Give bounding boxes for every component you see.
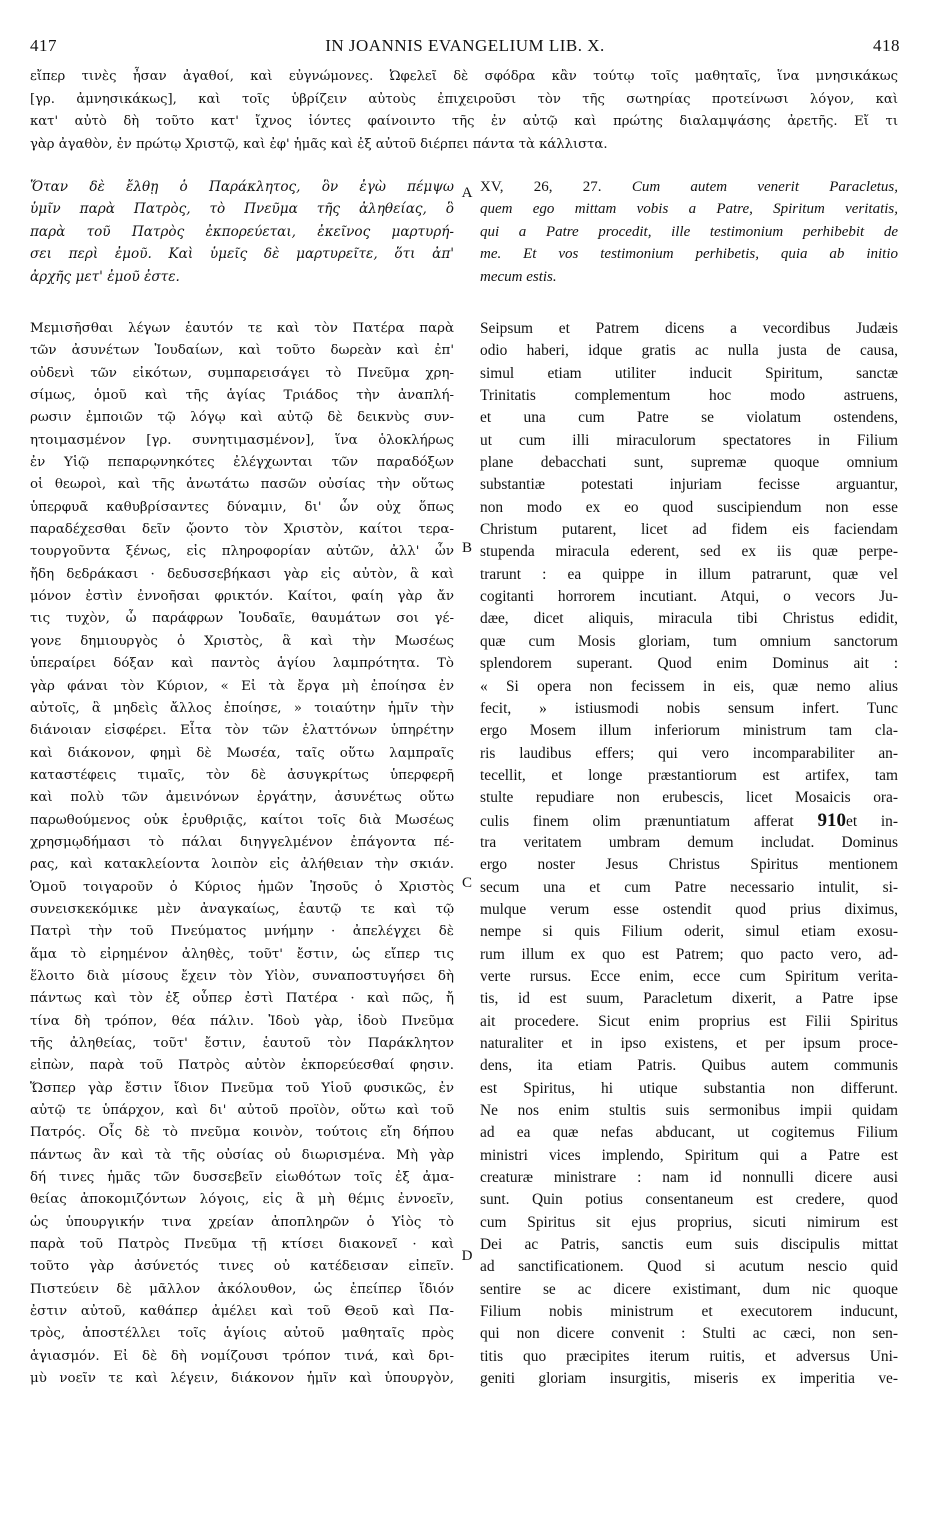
verse-latin-line — [480, 176, 898, 198]
latin-line: Dei ac Patris, sanctis eum suis discipulis mittat — [480, 1236, 898, 1254]
greek-line: παρωθούμενος οὐκ ἐρυθριᾷς, καίτοι τοῖς διὰ Μωσέως — [30, 812, 454, 828]
latin-line: cum Spiritus sit ejus proprius, sicuti nimirum est — [480, 1213, 898, 1231]
latin-line: mulque verum esse ostendit quod prius diximus, — [480, 900, 898, 918]
greek-line: Μεμισῆσθαι λέγων ἑαυτόν τε καὶ τὸν Πατέρα παρὰ — [30, 321, 454, 336]
latin-line: stupenda miracula ederent, sed ex iis quæ perpe- — [480, 543, 898, 561]
latin-line — [480, 810, 898, 832]
greek-line: παραδέχεσθαι δεῖν ᾤοντο τὸν Χριστὸν, καίτοι τερα- — [30, 522, 454, 538]
greek-line: γὰρ φάναι τὸν Κύριον, « Εἰ τὰ ἔργα μὴ ἐποίησα ἐν — [30, 678, 454, 694]
intro-line: εἴπερ τινὲς ἦσαν ἀγαθοί, καὶ εὐγνώμονες. Ὠφελεῖ δὲ σφόδρα κἂν τούτῳ τοῖς μαθηταῖς, ἵνα μνησικάκως — [30, 69, 898, 84]
intro-line: γὰρ ἀγαθὸν, ἐν πρώτῳ Χριστῷ, καὶ ἐφ' ἡμᾶς καὶ ἐξ αὐτοῦ διέρπει πάντα τὰ κάλλιστα. — [30, 136, 608, 152]
greek-line: ἅμα τὸ εἰρημένον ἀληθὲς, τοῦτ' ἔστιν, ὡς εἴπερ τις — [30, 946, 454, 962]
latin-line: ad ea quæ nefas abducant, ut cogitemus Filium — [480, 1124, 898, 1142]
latin-line: trarunt : ea quippe in illum patrarunt, quæ vel — [480, 565, 898, 583]
greek-line: τις τυχὸν, ὦ παράφρων Ἰουδαῖε, θαυμάτων σοι γέ- — [30, 611, 454, 627]
latin-line: nempe si quis Filium oderit, simul etiam exosu- — [480, 923, 898, 941]
greek-line: μὺ νοεῖν τε καὶ λέγειν, διάκονον ἡμῖν καὶ ὑπουργὸν, — [30, 1371, 454, 1387]
greek-line: τοῦτο γὰρ ἀσύνετός τινες οὐ κατέδεισαν εἰπεῖν. — [30, 1259, 454, 1275]
intro-greek-paragraph — [30, 66, 898, 156]
greek-line: ὡς ὑπουργικήν τινα χρείαν ἀποπληρῶν ὁ Υἱὸς τὸ — [30, 1214, 454, 1230]
verse-latin — [480, 176, 898, 288]
latin-line: ergo Mosem illum inferiorum ministrum tam cla- — [480, 722, 898, 740]
verse-greek-line: παρὰ τοῦ Πατρὸς ἐκπορεύεται, ἐκεῖνος μαρτυρή- — [30, 223, 454, 240]
greek-line: ρας, καὶ κατακλείοντα λοιπὸν εἰς ἀλήθειαν τὴν σκιάν. — [30, 857, 454, 873]
verse-latin-line: mecum estis. — [480, 268, 557, 285]
greek-line: καταστέφεις τιμαῖς, τὸν δὲ ἀσυγκρίτως ὑπερφερῆ — [30, 767, 454, 783]
margin-marker-c: C — [461, 875, 472, 891]
latin-line: qui non dicere convenit : Stulti ac cæci, non sen- — [480, 1325, 898, 1343]
latin-line: cogitanti horrorem incutiant. Atqui, o vecors Ju- — [480, 588, 898, 606]
latin-line: ris laudibus effers; qui vero incomparabiliter an- — [480, 744, 898, 762]
latin-line: Trinitatis complementum hoc modo astruens, — [480, 387, 898, 405]
greek-line: δή τινες ἡμᾶς τῶν δυσσεβεῖν εἰωθότων τοῖς ἐξ ἀμα- — [30, 1170, 454, 1186]
greek-line: ἕλοιτο διὰ μίσους ἔχειν τὸν Υἱὸν, συναποστυγήσει δὴ — [30, 968, 454, 984]
greek-line: ρωσιν ἐμποιῶν τῷ λόγῳ καὶ αὐτῷ δὲ δεικνὺς συν- — [30, 410, 454, 426]
greek-line: τρὸς, ἀποστέλλει τοῖς ἁγίοις αὐτοῦ μαθηταῖς πρὸς — [30, 1326, 454, 1342]
latin-commentary — [480, 318, 898, 1391]
latin-line: tecellit, et longe præstantiorum est artifex, tam — [480, 766, 898, 784]
greek-line: Πιστεύειν δὲ μᾶλλον ἀκόλουθον, ὡς ἐπείπερ ἴδιόν — [30, 1281, 454, 1297]
greek-line: πάντως ἂν καὶ τὰ τῆς οὐσίας οὐ διωρισμένα. Μὴ γὰρ — [30, 1147, 454, 1163]
latin-line: dæe, dicet aliquis, miracula tibi Christus edidit, — [480, 610, 898, 628]
greek-line: ὑπερφυᾶ καθυβρίσαντες δύναμιν, δι' ὧν οὐχ ὅπως — [30, 499, 454, 515]
greek-line: τῆς ἀληθείας, τοῦτ' ἔστιν, ἑαυτοῦ τὸν Παράκλητον — [30, 1036, 454, 1051]
verse-greek-line: Ὅταν δὲ ἔλθῃ ὁ Παράκλητος, ὃν ἐγὼ πέμψω — [30, 179, 454, 195]
column-number: 910 — [817, 809, 846, 831]
latin-line: et una cum Patre se violatum ostendens, — [480, 409, 898, 427]
greek-line: Ὁμοῦ τοιγαροῦν ὁ Κύριος ἡμῶν Ἰησοῦς ὁ Χριστὸς — [30, 879, 454, 895]
page-number-right: 418 — [873, 36, 900, 55]
latin-line: tis, id est suum, Paracletum dixerit, a Patre ipse — [480, 990, 898, 1008]
greek-line: ἁγιασμόν. Εἰ δὲ δὴ νομίζουσι τρόπον τινά, καὶ δρι- — [30, 1348, 454, 1364]
latin-line: sentire se ac dicere existimant, dum nic quoque — [480, 1280, 898, 1298]
margin-marker-b: B — [461, 540, 472, 556]
verse-latin-line: quem ego mittam vobis a Patre, Spiritum veritatis, — [480, 201, 898, 218]
latin-line: creaturæ ministrare : nam id nonnulli dicere ausi — [480, 1169, 898, 1187]
greek-line: γονε δημιουργὸς ὁ Χριστὸς, ἃ καὶ τὴν Μωσέως — [30, 633, 454, 649]
margin-marker-d: D — [461, 1248, 473, 1264]
greek-line: ητοιμασμένον [γρ. συνητιμασμένον], ἵνα ὁλοκλήρως — [30, 432, 454, 448]
latin-line: quæ cum Mosis gloriam, tum omnium sanctorum — [480, 632, 898, 650]
greek-line: σίμως, ὁμοῦ καὶ τῆς ἁγίας Τριάδος τὴν ἀναπλή- — [30, 388, 454, 404]
latin-line: substantiæ potestati injuriam fecisse arguantur, — [480, 476, 898, 494]
latin-line: naturaliter et in ipso existens, et per ipsum proce- — [480, 1035, 898, 1052]
greek-line: ὑπεραίρει δόξαν καὶ παντὸς ἁγίου λαμπρότητα. Τὸ — [30, 656, 454, 672]
latin-line-tail: et in- — [846, 812, 898, 830]
latin-line: stulte repudiare non erubescis, licet Mosaicis ora- — [480, 789, 898, 807]
greek-line: οἱ θεωροὶ, καὶ τῆς ἀνωτάτω πασῶν οὐσίας τὴν οὕτως — [30, 477, 454, 493]
latin-line: « Si opera non fecissem in eis, quæ nemo alius — [480, 677, 898, 695]
verse-greek-line: ἀρχῆς μετ' ἐμοῦ ἐστε. — [30, 268, 180, 285]
latin-line: odio haberi, idque gratis ac nulla justa de causa, — [480, 342, 898, 360]
intro-line: [γρ. ἀμνησικάκως], καὶ τοῖς ὑβρίζειν αὐτοὺς ἐπιχειροῦσι τὸν τῆς σωτηρίας προτείνωσι λόγον, καὶ — [30, 91, 898, 107]
greek-commentary — [30, 318, 454, 1391]
greek-line: διάνοιαν εἰσφέρει. Εἶτα τὸν τῶν ἐλαττόνων ὑπηρέτην — [30, 723, 454, 739]
greek-line: Ὥσπερ γὰρ ἔστιν ἴδιον Πνεῦμα τοῦ Υἱοῦ φυσικῶς, ἐν — [30, 1080, 454, 1096]
verse-latin-text: Cum autem venerit Paracletus, — [631, 179, 898, 195]
latin-line: Christum putarent, licet ad fidem eis faciendam — [480, 521, 898, 539]
latin-line: geniti gloriam insurgitis, miseris ex imperitia ve- — [480, 1370, 898, 1388]
greek-line: εἰπὼν, παρὰ τοῦ Πατρὸς αὐτὸν ἐκπορεύεσθαί φησιν. — [30, 1058, 454, 1074]
greek-line: μόνον ἐστὶν ἐννοῆσαι φρικτόν. Καίτοι, φαίη γὰρ ἄν — [30, 589, 454, 605]
running-header — [30, 36, 900, 60]
latin-line: simul etiam utiliter inducit Spiritum, sanctæ — [480, 364, 898, 382]
greek-line: ἤδη δεδράκασι · δεδυσσεβήκασι γὰρ εἰς αὐτὸν, ἃ καὶ — [30, 566, 454, 582]
greek-line: αὐτῷ τε ὑπάρχον, καὶ δι' αὐτοῦ προϊὸν, οὕτω καὶ τοῦ — [30, 1103, 454, 1119]
greek-line: πάντως καὶ τὸν ἐξ οὗπερ ἐστὶ Πατέρα · καὶ πῶς, ἤ — [30, 991, 454, 1007]
latin-line: est Spiritus, hi utique substantia non differunt. — [480, 1079, 898, 1097]
greek-line: τῶν ἀσυνέτων Ἰουδαίων, καὶ τοῦτο δωρεὰν καὶ ἐπ' — [30, 343, 454, 359]
greek-line: παρὰ τοῦ Πατρὸς Πνεῦμα τῇ κτίσει διακονεῖ · καὶ — [30, 1237, 454, 1253]
latin-line: ut cum illi miraculorum spectatores in Filium — [480, 431, 898, 449]
intro-line: κατ' αὐτὸ δὴ τοῦτο κατ' ἴχνος ἰόντες φαίνοιντο τῆς ἐν αὐτῷ καὶ πρώτης διαλαμψάσης ἀρετῆς. Εἴ τι — [30, 114, 898, 130]
latin-line: ad sanctificationem. Quod si acutum nescio quid — [480, 1258, 898, 1276]
greek-line: θείας ἀποκομιζόντων λόγοις, εἰς ἃ μὴ θέμις ἐννοεῖν, — [30, 1192, 454, 1208]
greek-line: συνεισκεκόμικε μὲν ἀναγκαίως, ἑαυτῷ τε καὶ τῷ — [30, 901, 454, 917]
latin-line: dens, ita etiam Patris. Quibus autem communis — [480, 1057, 898, 1075]
latin-line: splendorem superant. Quod enim Dominus ait : — [480, 655, 898, 673]
verse-reference: XV, 26, 27. — [480, 179, 602, 195]
latin-line: ministri vices implendo, Spiritum qui a Patre est — [480, 1146, 898, 1164]
greek-line: ἐστιν αὐτοῦ, καθάπερ ἀμέλει καὶ τοῦ Θεοῦ καὶ Πα- — [30, 1304, 454, 1320]
latin-line: ergo noster Jesus Christus Spiritus mentionem — [480, 856, 898, 874]
latin-line-text: culis finem olim prænuntiatum afferat — [480, 812, 794, 830]
latin-line: rum illum ex quo est Patrem; quo pacto vero, ad- — [480, 945, 898, 963]
page-number-left: 417 — [30, 36, 57, 55]
latin-line: fecit, » istiusmodi nobis sensum infert. Tunc — [480, 699, 898, 717]
verse-greek — [30, 176, 454, 288]
running-title: IN JOANNIS EVANGELIUM LIB. X. — [325, 36, 605, 55]
latin-line: secum una et cum Patre necessario intulit, si- — [480, 878, 898, 896]
greek-line: τίνα δὴ τρόπον, θέα πάλιν. Ἰδοὺ γὰρ, ἰδοὺ Πνεῦμα — [30, 1013, 454, 1029]
greek-line: αὐτοῖς, ἃ μηδεὶς ἄλλος ἐποίησε, » τοιαύτην ἡμῖν τὴν — [30, 700, 454, 716]
latin-line: Seipsum et Patrem dicens a vecordibus Judæis — [480, 320, 898, 337]
latin-line: verte rursus. Ecce enim, ecce cum Spiritum verita- — [480, 967, 898, 985]
latin-line: non modo ex eo quod suscipiendum non esse — [480, 498, 898, 516]
margin-marker-a: A — [461, 185, 473, 201]
greek-line: καὶ διάκονον, φημὶ δὲ Μωσέα, ταῖς οὕτω λαμπραῖς — [30, 745, 454, 761]
greek-line: Πατρὶ τὴν τοῦ Πνεύματος μνήμην · ἀπελέγχει δὲ — [30, 924, 454, 940]
latin-line: Ne nos enim stultis suis sermonibus impii quidam — [480, 1102, 898, 1120]
verse-greek-line: ὑμῖν παρὰ Πατρὸς, τὸ Πνεῦμα τῆς ἀληθείας, ὃ — [30, 201, 454, 218]
latin-line: plane debacchati sunt, supremæ quoque omnium — [480, 454, 898, 472]
latin-line: tra veritatem umbram demum includat. Dominus — [480, 833, 898, 851]
verse-greek-line: σει περὶ ἐμοῦ. Καὶ ὑμεῖς δὲ μαρτυρεῖτε, ὅτι ἀπ' — [30, 246, 454, 263]
greek-line: ἐν Υἱῷ πεπαρῳνηκότες ἐλέγχωνται τῶν παραδόξων — [30, 455, 454, 471]
latin-line: titis quo præcipites iterum ruitis, et adversus Uni- — [480, 1347, 898, 1365]
latin-line: ait procedere. Sicut enim proprius est Filii Spiritus — [480, 1012, 898, 1030]
latin-line: sunt. Quin potius consentaneum est credere, quod — [480, 1191, 898, 1209]
greek-line: τουργοῦντα ξένως, εἰς πληροφορίαν αὐτῶν, ἀλλ' ὧν — [30, 544, 454, 560]
greek-line: Πατρός. Οἷς δὲ τὸ πνεῦμα κοινὸν, τούτοις εἴη δήπου — [30, 1125, 454, 1141]
verse-latin-line: qui a Patre procedit, ille testimonium perhibebit de — [480, 223, 898, 240]
greek-line: καὶ πολὺ τῶν ἀμεινόνων ἐργάτην, ἀσυνέτως οὕτω — [30, 790, 454, 806]
greek-line: οὐδενὶ τῶν εἰκότων, συμπαρεισάγει τὸ Πνεῦμα χρη- — [30, 365, 454, 381]
verse-latin-line: me. Et vos testimonium perhibetis, quia ab initio — [480, 246, 898, 263]
greek-line: χρησμῳδήμασι τὸ πάλαι διηγγελμένον ἐπάγοντα πέ- — [30, 834, 454, 850]
latin-line: Filium nobis ministrum et executorem inducunt, — [480, 1303, 898, 1321]
